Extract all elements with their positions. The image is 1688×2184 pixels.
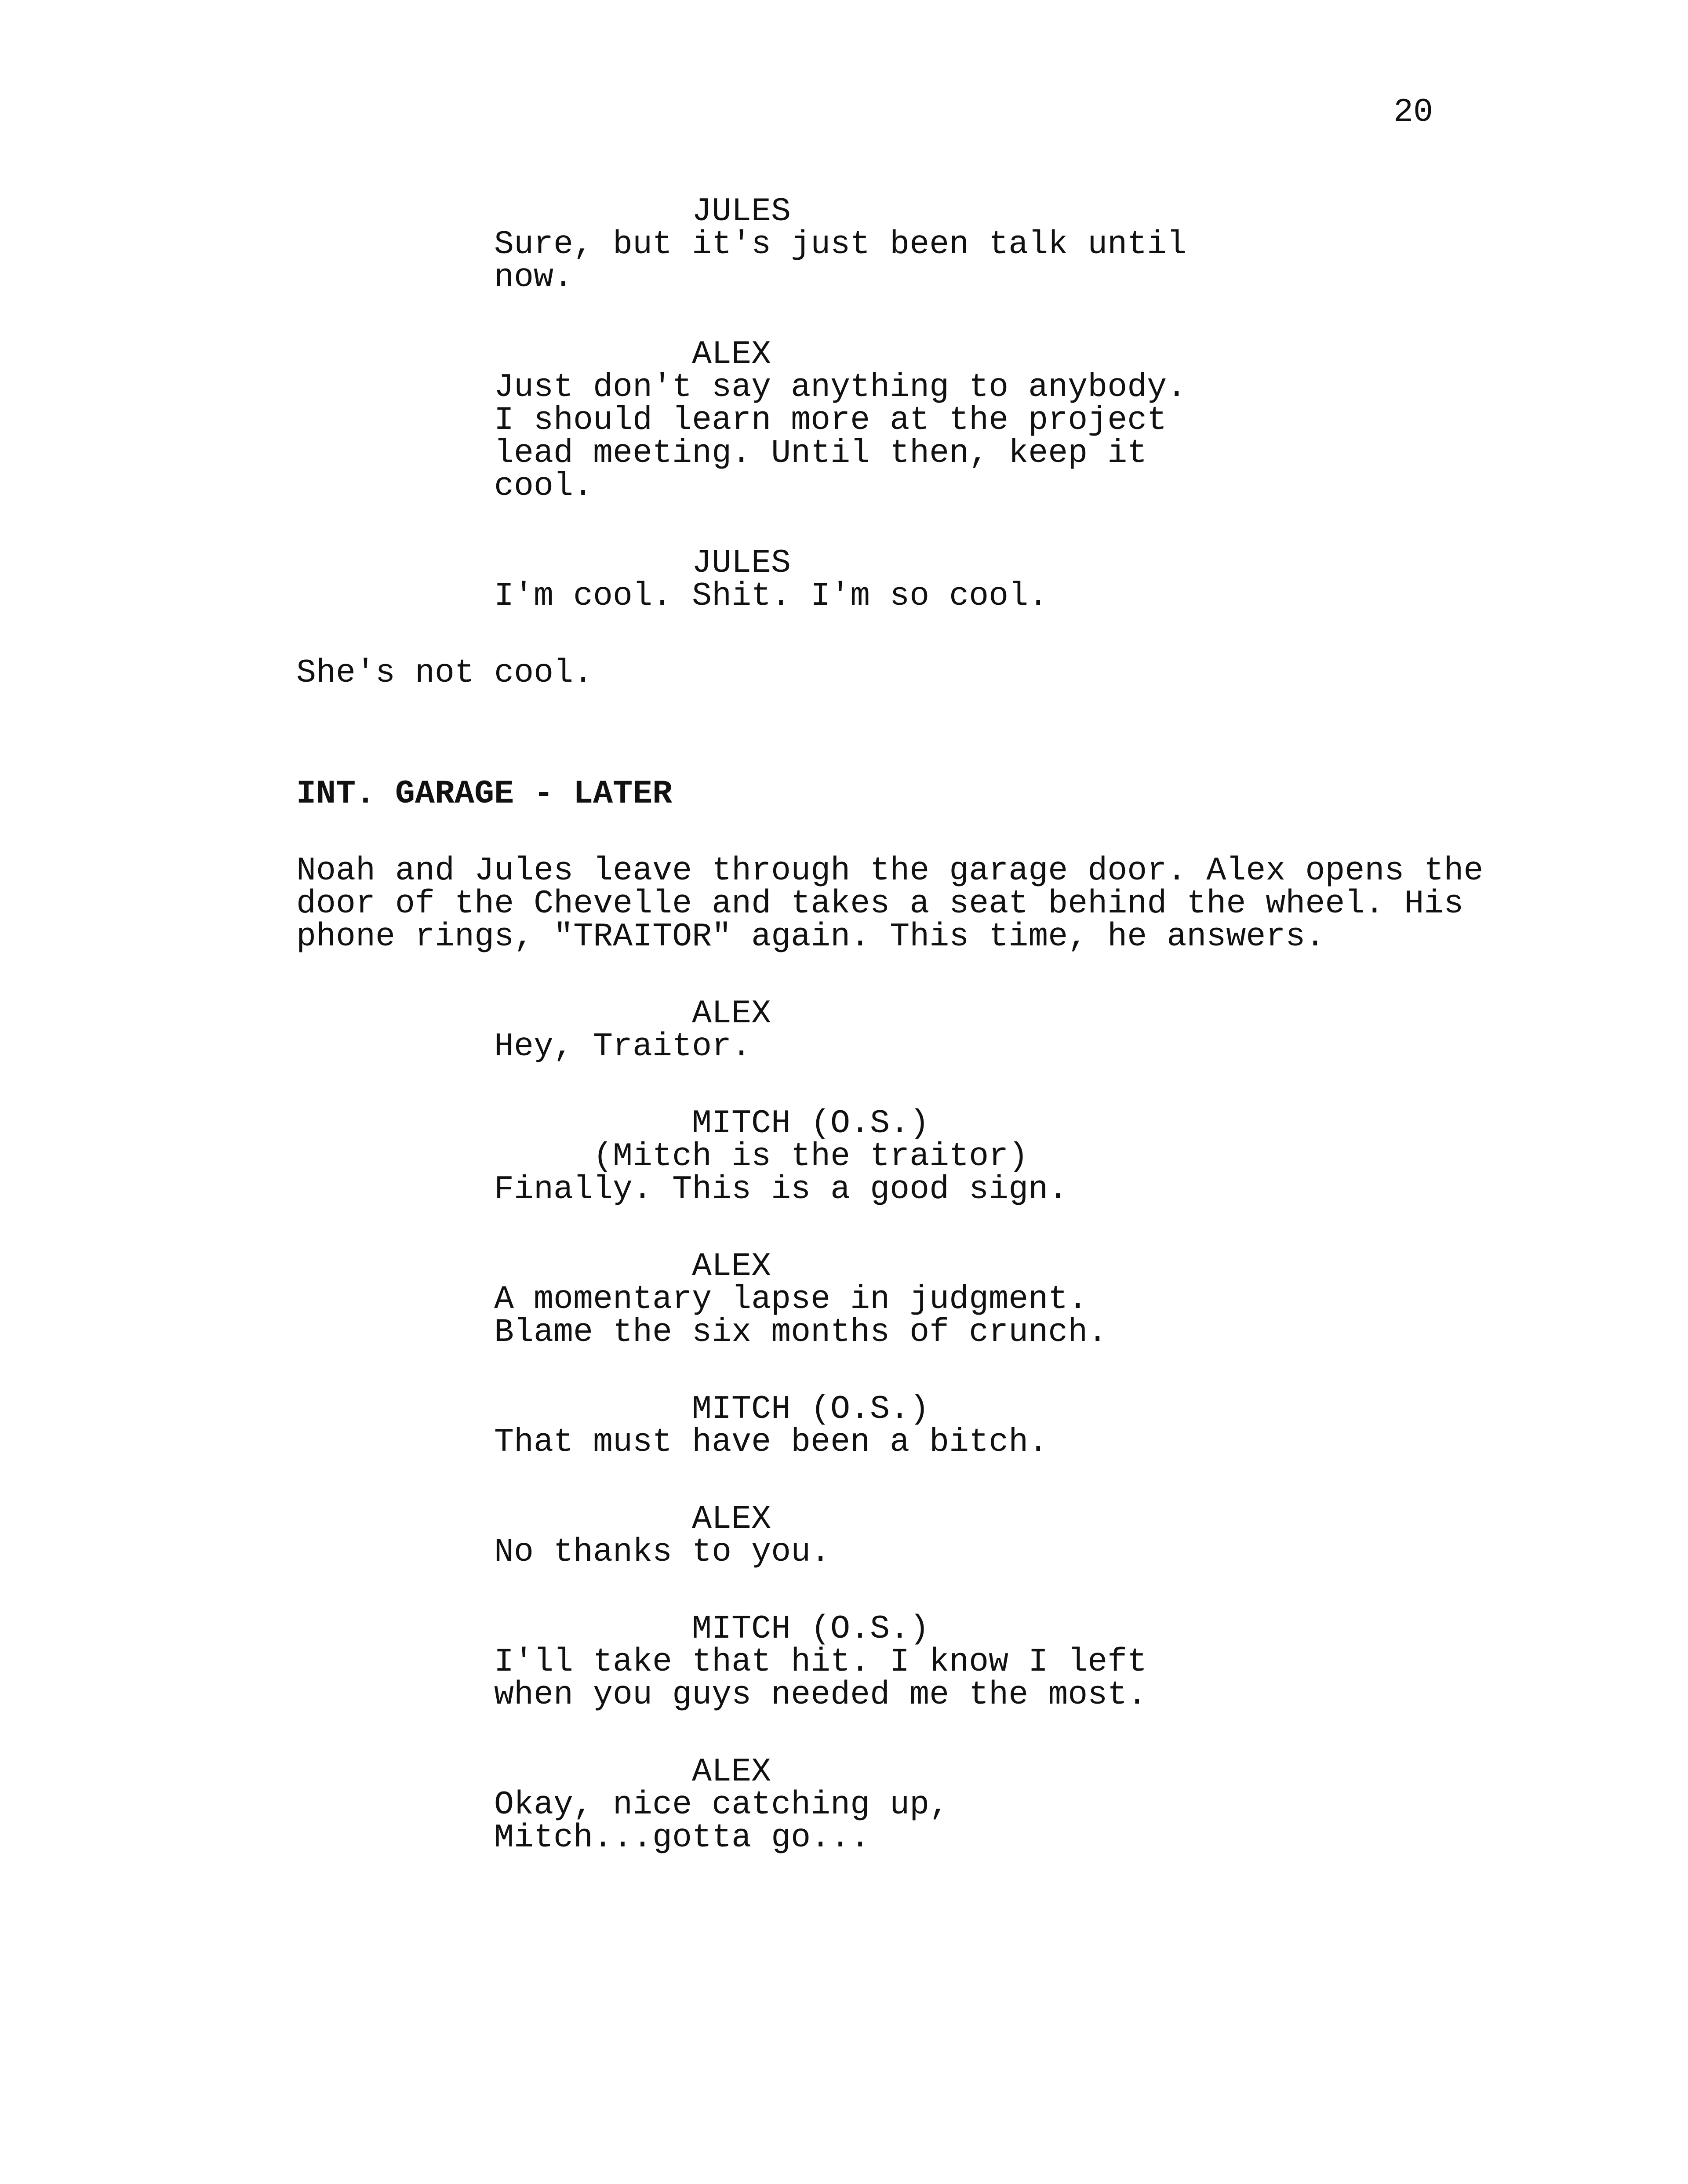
character-name: ALEX xyxy=(692,995,771,1032)
dialogue-line: No thanks to you. xyxy=(494,1534,831,1571)
character-name: ALEX xyxy=(692,1501,771,1538)
dialogue-line: I should learn more at the project xyxy=(494,402,1167,439)
character-name: JULES xyxy=(692,545,791,582)
dialogue-line: I'm cool. Shit. I'm so cool. xyxy=(494,578,1048,615)
dialogue-line: when you guys needed me the most. xyxy=(494,1676,1147,1714)
action-line: door of the Chevelle and takes a seat behind the wheel. His xyxy=(296,885,1464,923)
scene-heading: INT. GARAGE - LATER xyxy=(296,775,673,813)
action-line: phone rings, "TRAITOR" again. This time, he answers. xyxy=(296,918,1325,956)
character-name: ALEX xyxy=(692,1248,771,1285)
dialogue-line: lead meeting. Until then, keep it xyxy=(494,435,1147,472)
dialogue-line: now. xyxy=(494,259,574,296)
page-number: 20 xyxy=(1393,94,1433,131)
dialogue-line: That must have been a bitch. xyxy=(494,1424,1048,1461)
character-name: MITCH (O.S.) xyxy=(692,1105,930,1142)
character-name: ALEX xyxy=(692,1753,771,1791)
character-name: MITCH (O.S.) xyxy=(692,1610,930,1648)
dialogue-line: Okay, nice catching up, xyxy=(494,1786,950,1824)
dialogue-line: Finally. This is a good sign. xyxy=(494,1171,1068,1208)
dialogue-line: Mitch...gotta go... xyxy=(494,1819,870,1857)
dialogue-line: Sure, but it's just been talk until xyxy=(494,226,1187,263)
dialogue-line: cool. xyxy=(494,468,593,505)
action-line: Noah and Jules leave through the garage door. Alex opens the xyxy=(296,852,1484,890)
dialogue-line: Hey, Traitor. xyxy=(494,1028,752,1065)
character-name: JULES xyxy=(692,193,791,230)
dialogue-line: A momentary lapse in judgment. xyxy=(494,1281,1088,1318)
dialogue-line: I'll take that hit. I know I left xyxy=(494,1643,1147,1681)
character-name: ALEX xyxy=(692,336,771,373)
parenthetical: (Mitch is the traitor) xyxy=(593,1138,1029,1175)
dialogue-line: Blame the six months of crunch. xyxy=(494,1314,1108,1351)
character-name: MITCH (O.S.) xyxy=(692,1391,930,1428)
action-line: She's not cool. xyxy=(296,654,593,692)
dialogue-line: Just don't say anything to anybody. xyxy=(494,369,1187,406)
